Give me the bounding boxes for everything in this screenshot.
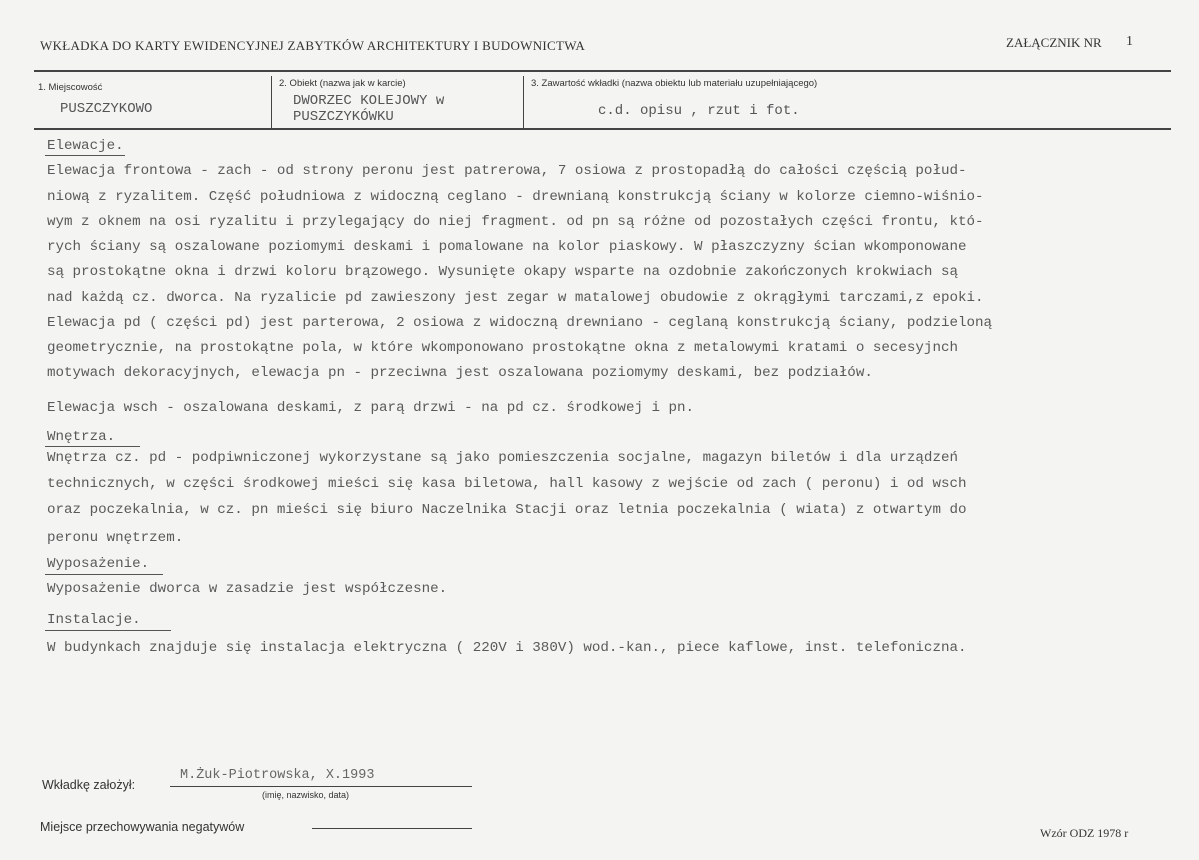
compiled-label: Wkładkę założył: — [42, 778, 136, 792]
elevations-line-10: Elewacja wsch - oszalowana deskami, z parą drzwi - na pd cz. środkowej i pn. — [47, 400, 695, 416]
heading-interiors-underline — [45, 446, 140, 447]
top-rule — [34, 70, 1171, 72]
compiled-value: M.Żuk-Piotrowska, X.1993 — [180, 768, 375, 783]
installations-line-1: W budynkach znajduje się instalacja elektryczna ( 220V i 380V) wod.-kan., piece kaflowe, inst. telefoniczna. — [47, 640, 967, 656]
elevations-line-4: rych ściany są oszalowane poziomymi deskami i pomalowane na kolor piaskowy. W płaszczyzny ścian wkomponowane — [47, 239, 967, 255]
heading-elevations: Elewacje. — [47, 138, 124, 154]
annex-label: ZAŁĄCZNIK NR — [1006, 35, 1102, 50]
header-title: WKŁADKA DO KARTY EWIDENCYJNEJ ZABYTKÓW ARCHITEKTURY I BUDOWNICTWA — [40, 38, 586, 53]
elevations-line-1: Elewacja frontowa - zach - od strony peronu jest patrerowa, 7 osiowa z prostopadłą do całości częścią połud- — [47, 163, 967, 179]
content-value: c.d. opisu , rzut i fot. — [598, 103, 800, 119]
heading-equipment-underline — [45, 574, 163, 575]
elevations-line-6: nad każdą cz. dworca. Na ryzalicie pd zawieszony jest zegar w matalowej obudowie z okrągłymi tarczami,z epoki. — [47, 290, 984, 306]
interiors-line-3: oraz poczekalnia, w cz. pn mieści się biuro Naczelnika Stacji oraz letnia poczekalnia ( wiata) z otwartym do — [47, 502, 967, 518]
heading-installations-underline — [45, 630, 171, 631]
object-label: 2. Obiekt (nazwa jak w karcie) — [279, 78, 406, 89]
heading-equipment: Wyposażenie. — [47, 556, 150, 572]
elevations-line-2: niową z ryzalitem. Część południowa z widoczną ceglano - drewnianą konstrukcją ściany w kolorze ciemno-wiśnio- — [47, 189, 984, 205]
field-divider-1 — [271, 76, 272, 128]
negatives-label: Miejsce przechowywania negatywów — [40, 820, 245, 834]
heading-elevations-underline — [45, 155, 125, 156]
compiled-caption: (imię, nazwisko, data) — [262, 790, 350, 800]
compiled-underline — [170, 786, 472, 787]
negatives-underline — [312, 828, 472, 829]
locality-value: PUSZCZYKOWO — [60, 101, 153, 117]
content-label: 3. Zawartość wkładki (nazwa obiektu lub materiału uzupełniającego) — [531, 78, 818, 89]
elevations-line-3: wym z oknem na osi ryzalitu i przylegający do niej fragment. od pn są różne od pozostałych części frontu, któ- — [47, 214, 984, 230]
elevations-line-7: Elewacja pd ( części pd) jest parterowa, 2 osiowa z widoczną drewniano - ceglaną konstrukcją ściany, podzieloną — [47, 315, 993, 331]
interiors-line-4: peronu wnętrzem. — [47, 530, 184, 546]
equipment-line-1: Wyposażenie dworca w zasadzie jest współczesne. — [47, 581, 448, 597]
field-divider-2 — [523, 76, 524, 128]
interiors-line-1: Wnętrza cz. pd - podpiwniczonej wykorzystane są jako pomieszczenia socjalne, magazyn biletów i dla urządzeń — [47, 450, 958, 466]
object-value-line1: DWORZEC KOLEJOWY w — [293, 93, 445, 109]
field-box-bottom-rule — [34, 128, 1171, 130]
form-id: Wzór ODZ 1978 r — [1040, 826, 1129, 840]
object-value-line2: PUSZCZYKÓWKU — [293, 109, 394, 125]
elevations-line-5: są prostokątne okna i drzwi koloru brązowego. Wysunięte okapy wsparte na ozdobnie zakończonych krokwiach są — [47, 264, 958, 280]
heading-interiors: Wnętrza. — [47, 429, 116, 445]
elevations-line-8: geometrycznie, na prostokątne pola, w które wkomponowano prostokątne okna z metalowymi kratami o secesyjnch — [47, 340, 958, 356]
locality-label: 1. Miejscowość — [38, 82, 103, 93]
interiors-line-2: technicznych, w części środkowej mieści się kasa biletowa, hall kasowy z wejście od zach ( peronu) i od wsch — [47, 476, 967, 492]
heading-installations: Instalacje. — [47, 612, 141, 628]
elevations-line-9: motywach dekoracyjnych, elewacja pn - przeciwna jest oszalowana poziomymy deskami, bez podziałów. — [47, 365, 873, 381]
annex-number: 1 — [1126, 34, 1133, 49]
